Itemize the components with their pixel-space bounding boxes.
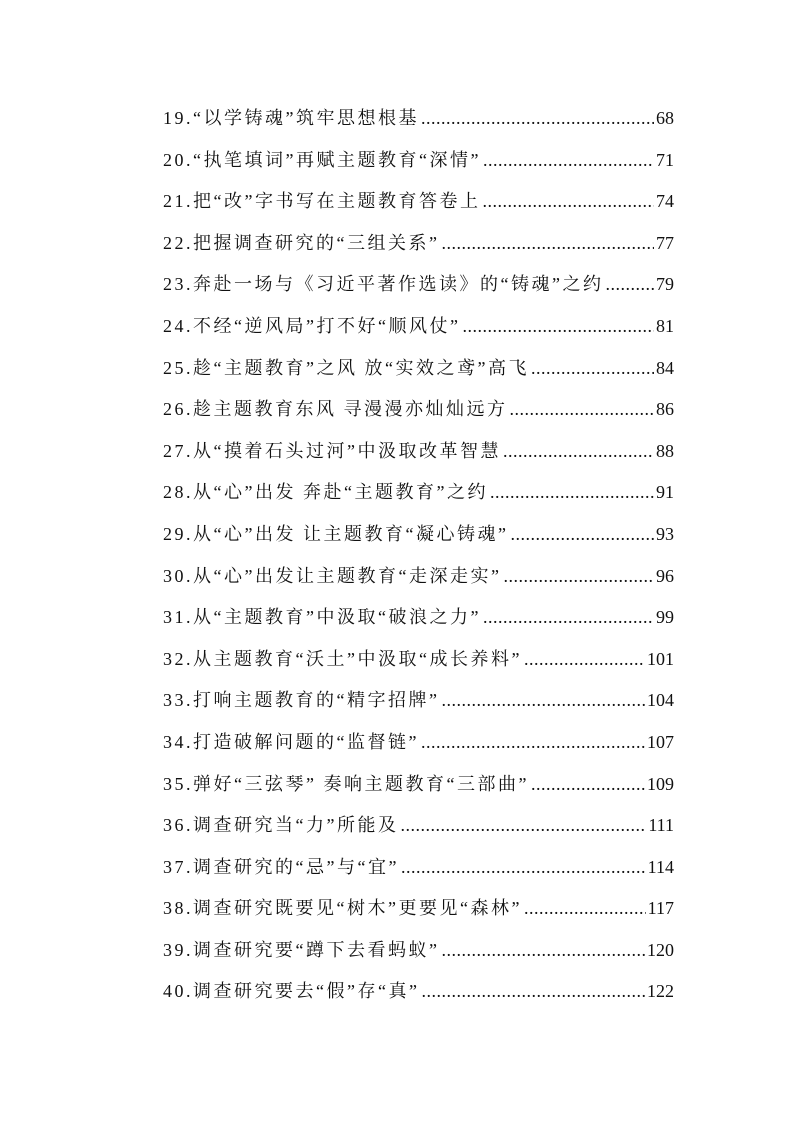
- toc-entry[interactable]: [163, 437, 674, 479]
- dot-leader: [400, 811, 646, 839]
- toc-entry-page-number: 104: [647, 690, 674, 711]
- toc-entry-page-number: 101: [647, 648, 674, 669]
- toc-entry[interactable]: [163, 603, 674, 645]
- toc-entry-title: 28.从“心”出发 奔赴“主题教育”之约: [163, 482, 488, 503]
- toc-entry-title: 19.“以学铸魂”筑牢思想根基: [163, 108, 419, 128]
- toc-entry-title: 39.调查研究要“蹲下去看蚂蚁”: [163, 939, 440, 960]
- toc-entry-page-number: 79: [656, 274, 674, 295]
- toc-entry[interactable]: [163, 520, 674, 562]
- toc-entry-page-number: 109: [647, 773, 674, 794]
- toc-entry[interactable]: [163, 936, 674, 978]
- dot-leader: [401, 853, 646, 881]
- dot-leader: [421, 977, 645, 1005]
- dot-leader: [482, 187, 654, 215]
- toc-entry[interactable]: [163, 686, 674, 728]
- dot-leader: [503, 437, 654, 465]
- toc-entry-title: 35.弹好“三弦琴” 奏响主题教育“三部曲”: [163, 773, 529, 794]
- dot-leader: [462, 312, 654, 340]
- toc-entry[interactable]: [163, 645, 674, 687]
- toc-entry-page-number: 91: [656, 482, 674, 503]
- toc-entry[interactable]: [163, 395, 674, 437]
- toc-entry[interactable]: [163, 853, 674, 895]
- dot-leader: [510, 520, 654, 548]
- toc-entry-page-number: 99: [656, 607, 674, 628]
- toc-entry-page-number: 71: [656, 149, 674, 170]
- table-of-contents: [163, 104, 674, 1019]
- toc-entry[interactable]: [163, 354, 674, 396]
- toc-entry-page-number: 96: [656, 565, 674, 586]
- dot-leader: [503, 562, 654, 590]
- toc-entry-page-number: 117: [647, 898, 674, 919]
- toc-entry[interactable]: [163, 728, 674, 770]
- toc-entry-title: 37.调查研究的“忌”与“宜”: [163, 856, 399, 877]
- toc-entry-page-number: 77: [656, 232, 674, 253]
- toc-entry-title: 30.从“心”出发让主题教育“走深走实”: [163, 565, 502, 586]
- toc-entry[interactable]: [163, 229, 674, 271]
- toc-entry[interactable]: [163, 104, 674, 146]
- dot-leader: [421, 728, 645, 756]
- dot-leader: [441, 936, 645, 964]
- toc-entry[interactable]: [163, 977, 674, 1019]
- toc-entry[interactable]: [163, 894, 674, 936]
- toc-entry[interactable]: [163, 562, 674, 604]
- toc-entry-page-number: 114: [647, 856, 674, 877]
- dot-leader: [483, 603, 654, 631]
- toc-entry-title: 20.“执笔填词”再赋主题教育“深情”: [163, 149, 481, 170]
- dot-leader: [441, 686, 645, 714]
- toc-entry[interactable]: [163, 312, 674, 354]
- dot-leader: [605, 270, 654, 298]
- toc-entry-title: 26.趁主题教育东风 寻漫漫亦灿灿远方: [163, 399, 508, 420]
- toc-entry-title: 27.从“摸着石头过河”中汲取改革智慧: [163, 440, 501, 461]
- toc-entry-page-number: 68: [656, 108, 674, 128]
- toc-entry-page-number: 88: [656, 440, 674, 461]
- dot-leader: [490, 478, 654, 506]
- toc-entry-page-number: 74: [656, 191, 674, 212]
- toc-entry-page-number: 111: [648, 815, 674, 836]
- toc-entry-page-number: 122: [647, 981, 674, 1002]
- toc-entry-page-number: 86: [656, 399, 674, 420]
- toc-entry-title: 33.打响主题教育的“精字招牌”: [163, 690, 440, 711]
- toc-entry-title: 23.奔赴一场与《习近平著作选读》的“铸魂”之约: [163, 274, 604, 295]
- toc-entry[interactable]: [163, 811, 674, 853]
- toc-entry-title: 22.把握调查研究的“三组关系”: [163, 232, 440, 253]
- toc-entry-title: 21.把“改”字书写在主题教育答卷上: [163, 191, 481, 212]
- toc-entry-title: 40.调查研究要去“假”存“真”: [163, 981, 420, 1002]
- dot-leader: [441, 229, 654, 257]
- toc-entry-title: 29.从“心”出发 让主题教育“凝心铸魂”: [163, 523, 509, 544]
- toc-entry[interactable]: [163, 770, 674, 812]
- toc-entry-page-number: 81: [656, 315, 674, 336]
- dot-leader: [531, 354, 654, 382]
- toc-entry-title: 38.调查研究既要见“树木”更要见“森林”: [163, 898, 522, 919]
- toc-entry-page-number: 93: [656, 523, 674, 544]
- dot-leader: [524, 894, 646, 922]
- dot-leader: [421, 104, 654, 132]
- toc-entry[interactable]: [163, 270, 674, 312]
- toc-entry-title: 36.调查研究当“力”所能及: [163, 815, 399, 836]
- toc-entry-page-number: 120: [647, 939, 674, 960]
- dot-leader: [483, 146, 654, 174]
- toc-entry-title: 31.从“主题教育”中汲取“破浪之力”: [163, 607, 481, 628]
- toc-entry-title: 34.打造破解问题的“监督链”: [163, 731, 419, 752]
- dot-leader: [510, 395, 655, 423]
- toc-entry-page-number: 107: [647, 731, 674, 752]
- toc-entry[interactable]: [163, 187, 674, 229]
- toc-entry[interactable]: [163, 478, 674, 520]
- dot-leader: [524, 645, 645, 673]
- toc-entry-title: 25.趁“主题教育”之风 放“实效之鸢”高飞: [163, 357, 529, 378]
- toc-entry-title: 24.不经“逆风局”打不好“顺风仗”: [163, 315, 461, 336]
- toc-entry[interactable]: [163, 146, 674, 188]
- toc-entry-page-number: 84: [656, 357, 674, 378]
- dot-leader: [531, 770, 645, 798]
- toc-entry-title: 32.从主题教育“沃土”中汲取“成长养料”: [163, 648, 522, 669]
